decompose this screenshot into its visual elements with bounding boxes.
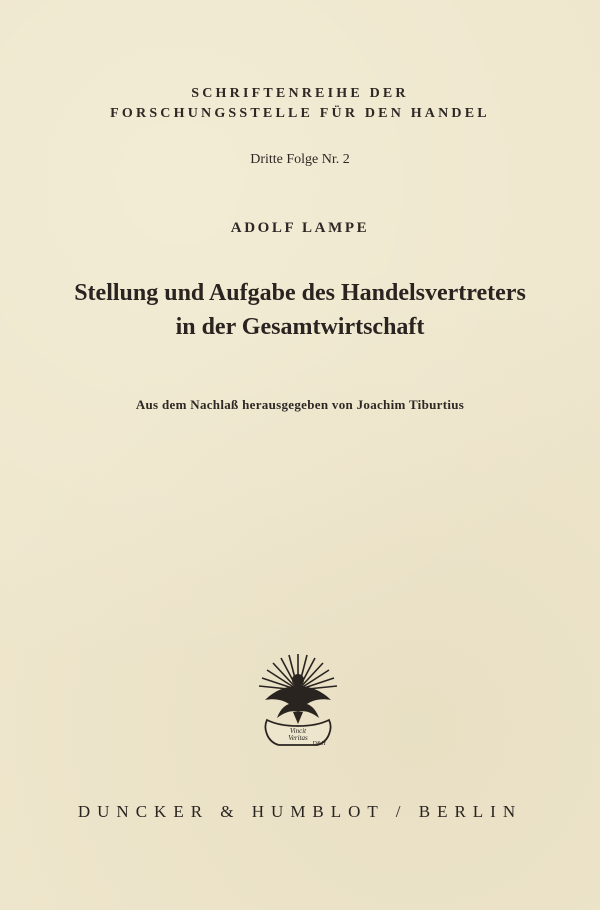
publisher-imprint: DUNCKER & HUMBLOT / BERLIN <box>77 802 523 821</box>
book-title-line-2: in der Gesamtwirtschaft <box>175 314 425 340</box>
book-title-line-1: Stellung und Aufgabe des Handelsvertreters <box>74 280 526 306</box>
logo-motto-line-1: Vincit <box>289 727 307 735</box>
logo-motto-line-2: Veritas <box>288 734 308 742</box>
volume-number: Dritte Folge Nr. 2 <box>250 152 350 167</box>
author-name: ADOLF LAMPE <box>230 220 370 236</box>
eagle-sunburst-emblem-icon <box>253 650 343 750</box>
series-title-line-2: FORSCHUNGSSTELLE FÜR DEN HANDEL <box>110 106 490 121</box>
logo-monogram: D&H <box>312 741 326 747</box>
editor-note: Aus dem Nachlaß herausgegeben von Joachim Tiburtius <box>135 397 465 412</box>
series-title-line-1: SCHRIFTENREIHE DER <box>191 86 409 101</box>
